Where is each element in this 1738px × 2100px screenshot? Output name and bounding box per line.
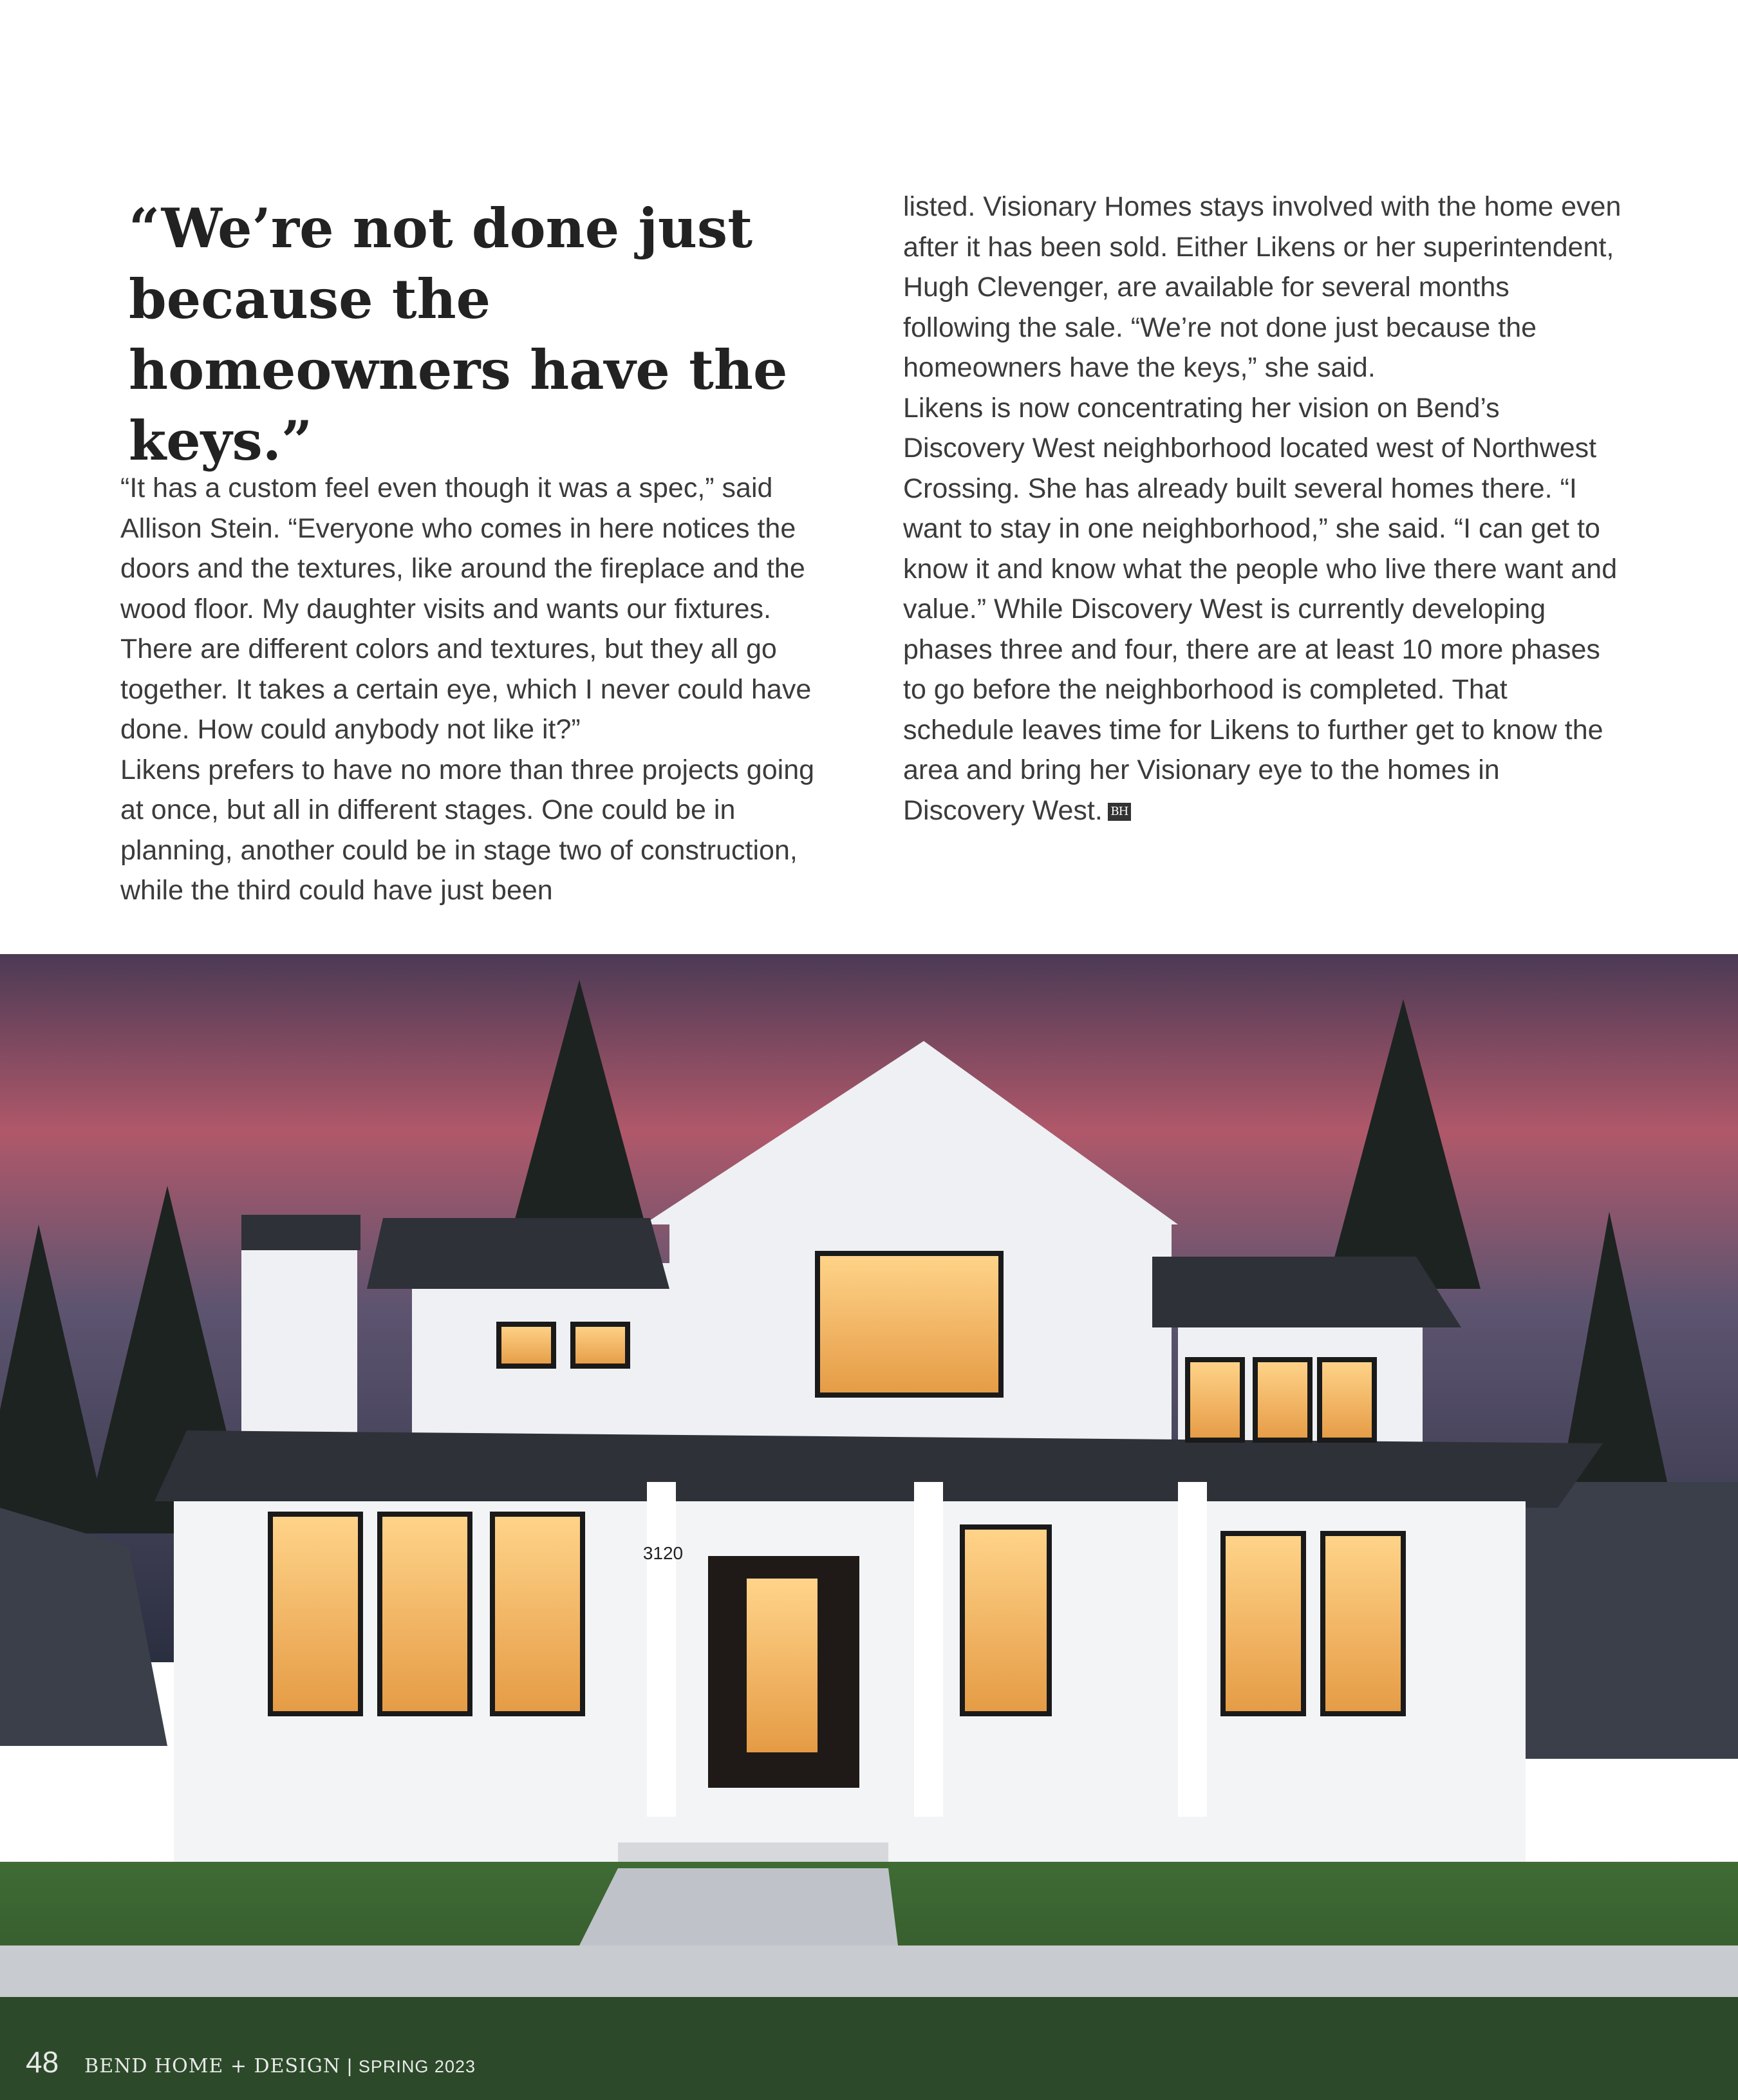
house-photo	[0, 954, 1738, 2100]
sidewalk	[0, 1945, 1738, 1997]
article-paragraph: listed. Visionary Homes stays involved with the home even after it has been sold. Either Likens or her superintendent, Hugh Clevenger, are available for several months following the sale. “We’re not done just because the homeowners have the keys,” she said.	[903, 191, 1621, 383]
footer-separator: |	[347, 2056, 352, 2077]
page-number: 48	[26, 2045, 59, 2079]
article-paragraph	[903, 388, 1624, 831]
door-glass	[747, 1579, 818, 1752]
article-column-right	[903, 187, 1624, 830]
pull-quote: “We’re not done just because the homeowners have the keys.”	[129, 196, 788, 473]
article-paragraph-text: Likens is now concentrating her vision on Bend’s Discovery West neighborhood located west of Northwest Crossing. She has already built several homes there. “I want to stay in one neighborhood,” she said. “I can get to know it and know what the people who live there want and value.” While Discovery West is currently developing phases three and four, there are at least 10 more phases to go before the neighborhood is completed. That schedule leaves time for Likens to further get to know the area and bring her Visionary eye to the homes in Discovery West.	[903, 392, 1618, 826]
magazine-name: BEND HOME + DESIGN	[84, 2055, 341, 2077]
page-footer	[26, 2045, 476, 2079]
footer-credit	[84, 2055, 476, 2077]
walkway	[579, 1868, 898, 1945]
article-paragraph: “It has a custom feel even though it was a spec,” said Allison Stein. “Everyone who comes in here notices the doors and the textures, like around the fireplace and the wood floor. My daughter visits and wants our fixtures. There are different colors and textures, but they all go together. It takes a certain eye, which I never could have done. How could anybody not like it?”	[120, 473, 812, 745]
article-column-left	[120, 468, 841, 911]
house-number: 3120	[642, 1543, 684, 1563]
article-paragraph: Likens prefers to have no more than three projects going at once, but all in different stages. One could be in planning, another could be in stage two of construction, while the third could have just been	[120, 754, 815, 906]
issue-label: SPRING 2023	[358, 2057, 476, 2076]
end-mark-icon: BH	[1108, 803, 1131, 821]
